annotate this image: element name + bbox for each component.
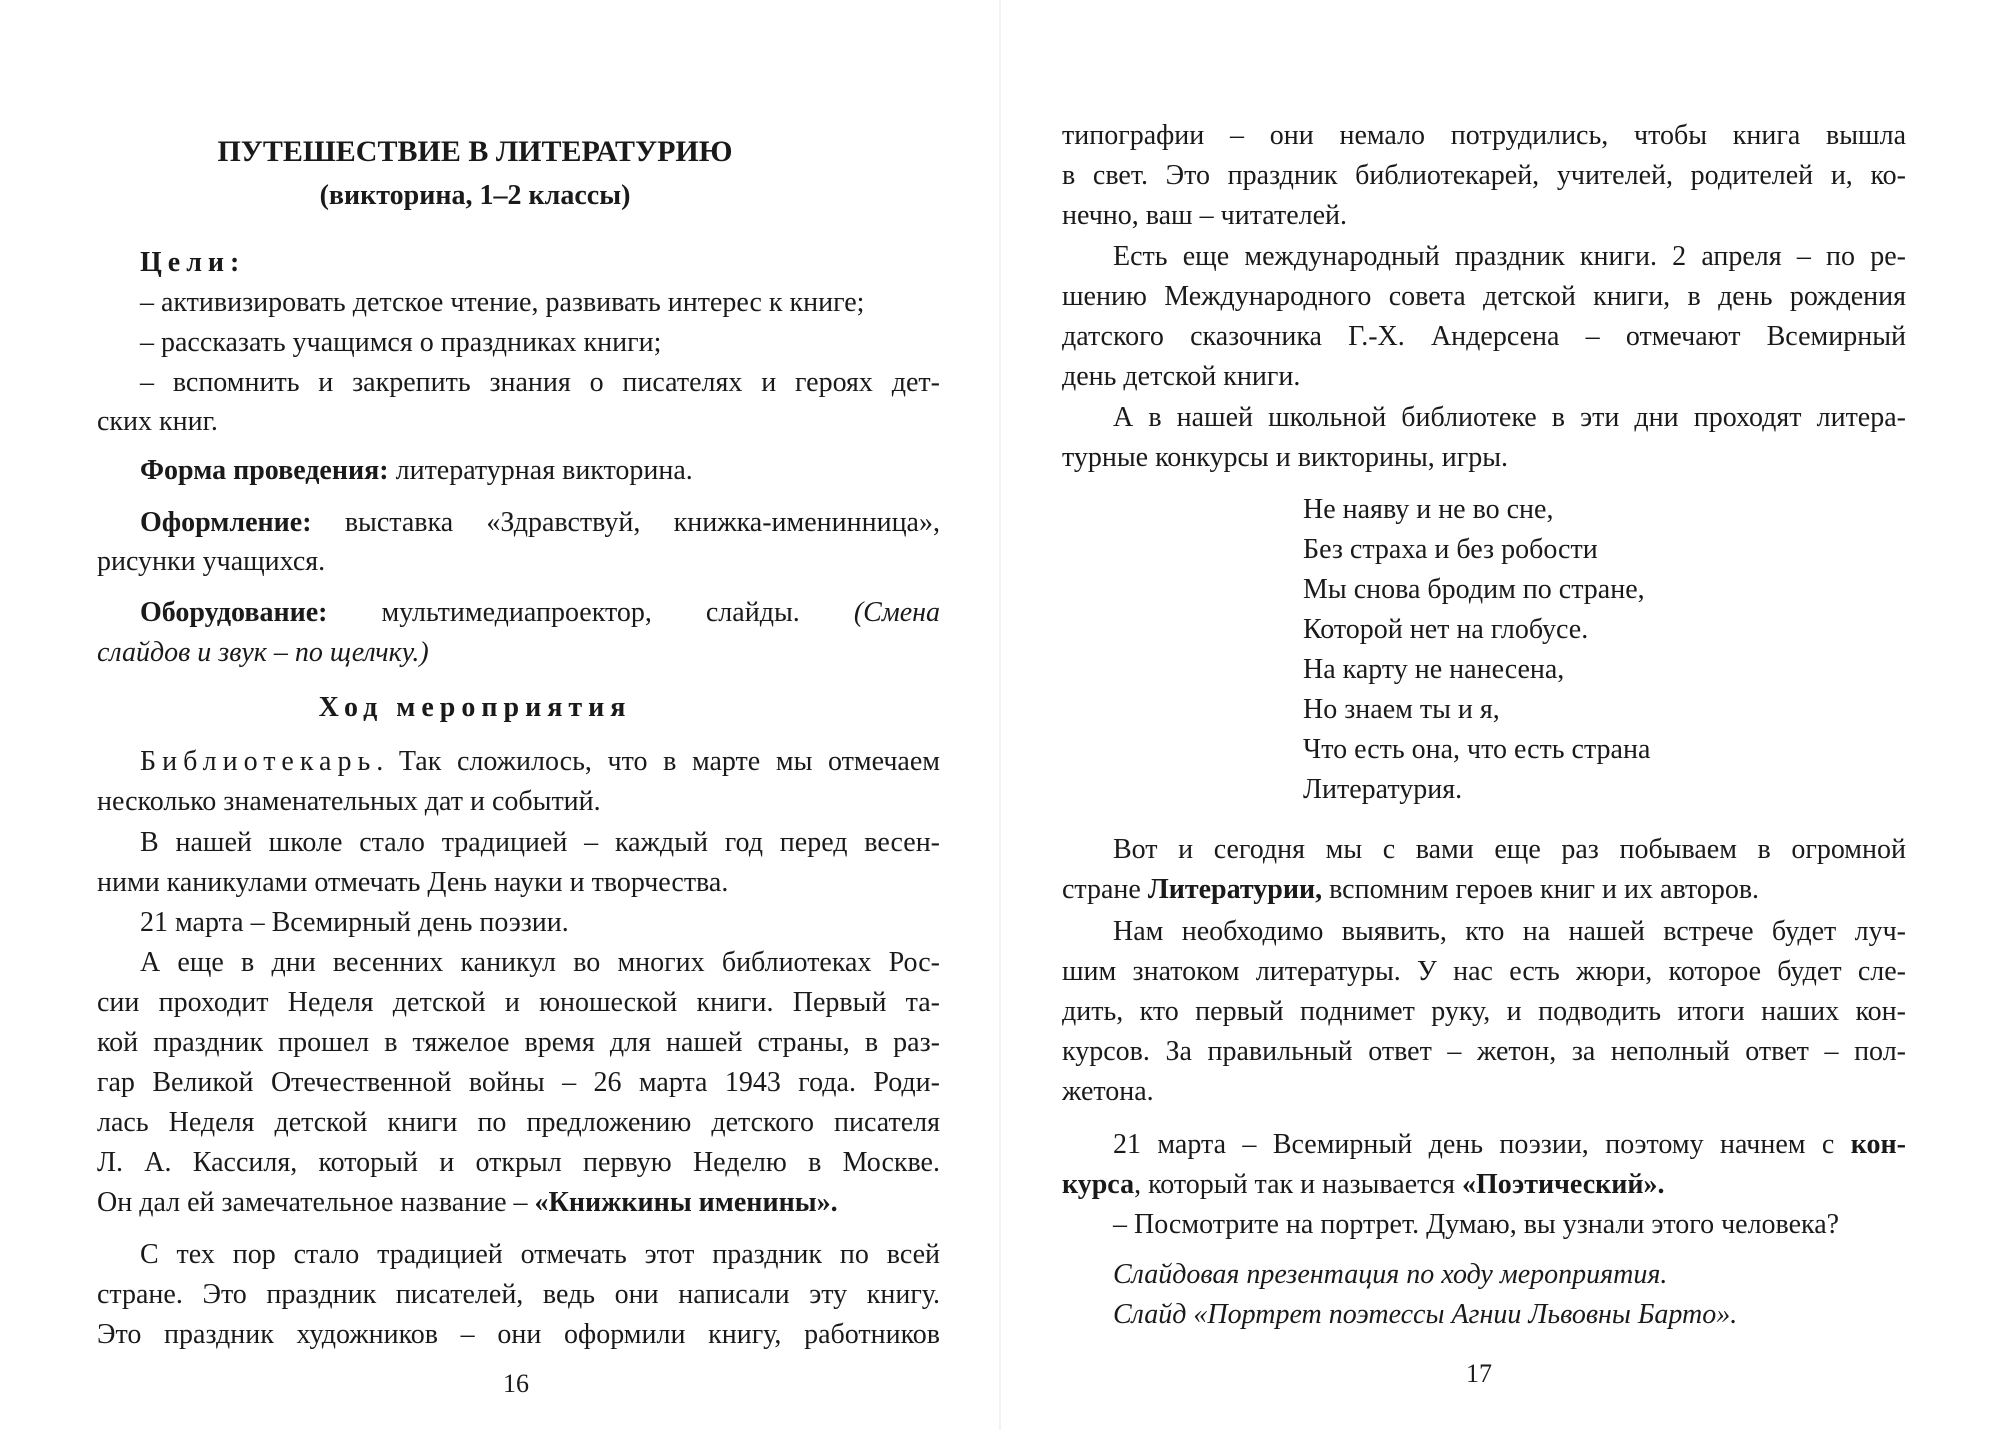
- paragraph-line: [1062, 870, 1759, 910]
- stage-note: Слайд «Портрет поэтессы Агнии Львовны Барто».: [1113, 1299, 1738, 1330]
- goal-item: – вспомнить и закрепить знания о писателях и героях дет-: [140, 367, 940, 398]
- paragraph-line: Вот и сегодня мы с вами еще раз побываем в огромной: [1113, 834, 1906, 865]
- text-span: 21 марта – Всемирный день поэзии, поэтому начнем с: [1113, 1129, 1851, 1160]
- text-span: вспомним героев книг и их авторов.: [1322, 874, 1760, 905]
- paragraph-line: Л. А. Кассиля, который и открыл первую Неделю в Москве.: [97, 1147, 940, 1178]
- paragraph-line: [1113, 1125, 1906, 1165]
- poem-line: Без страха и без робости: [1303, 534, 1598, 565]
- paragraph-line: жетона.: [1062, 1076, 1154, 1107]
- paragraph-line: гар Великой Отечественной войны – 26 марта 1943 года. Роди-: [97, 1067, 940, 1098]
- paragraph-line: С тех пор стало традицией отмечать этот праздник по всей: [140, 1239, 940, 1270]
- paragraph-line: лась Неделя детской книги по предложению детского писателя: [97, 1107, 940, 1138]
- paragraph-line: [97, 1183, 838, 1223]
- paragraph-line: А в нашей школьной библиотеке в эти дни проходят литера-: [1113, 402, 1906, 433]
- paragraph-line: Нам необходимо выявить, кто на нашей встрече будет луч-: [1113, 916, 1906, 947]
- equipment-line: [140, 593, 940, 633]
- goal-item: – рассказать учащимся о праздниках книги;: [140, 327, 662, 358]
- paragraph-line: несколько знаменательных дат и событий.: [97, 786, 601, 817]
- page-number: 16: [503, 1369, 529, 1398]
- goals-heading: Цели:: [140, 247, 246, 278]
- course-heading: Ход мероприятия: [318, 692, 632, 723]
- page-title: ПУТЕШЕСТВИЕ В ЛИТЕРАТУРИЮ: [217, 135, 733, 168]
- paragraph-line: [140, 742, 940, 782]
- paragraph-line: стране. Это праздник писателей, ведь они написали эту книгу.: [97, 1279, 940, 1310]
- text-span: , который так и называется: [1134, 1169, 1463, 1200]
- country-name: Литературии,: [1147, 874, 1323, 905]
- speaker-text: . Так сложилось, что в марте мы отмечаем: [376, 746, 940, 777]
- paragraph-line: [1062, 1165, 1665, 1205]
- paragraph-line: 21 марта – Всемирный день поэзии.: [140, 907, 569, 938]
- paragraph-line: в свет. Это праздник библиотекарей, учителей, родителей и, ко-: [1062, 160, 1906, 191]
- paragraph-line: ними каникулами отмечать День науки и творчества.: [97, 867, 729, 898]
- paragraph-line: сии проходит Неделя детской и юношеской книги. Первый та-: [97, 987, 940, 1018]
- contest-word: кон-: [1850, 1129, 1906, 1160]
- poem-line: Мы снова бродим по стране,: [1303, 574, 1645, 605]
- goal-item: ских книг.: [97, 406, 218, 437]
- design-text: выставка «Здравствуй, книжка-именинница»,: [311, 507, 940, 538]
- poem-line: На карту не нанесена,: [1303, 654, 1565, 685]
- paragraph-line: день детской книги.: [1062, 361, 1301, 392]
- paragraph-line: – Посмотрите на портрет. Думаю, вы узнали этого человека?: [1113, 1209, 1840, 1240]
- book-name: «Книжкины именины».: [534, 1187, 838, 1218]
- stage-note: Слайдовая презентация по ходу мероприятия.: [1113, 1259, 1668, 1290]
- page-number: 17: [1466, 1359, 1492, 1388]
- form-label: Форма проведения:: [140, 455, 389, 486]
- equipment-note-cont: слайдов и звук – по щелчку.): [97, 637, 429, 668]
- paragraph-line: дить, кто первый поднимет руку, и подводить итоги наших кон-: [1062, 996, 1906, 1027]
- poem-line: Что есть она, что есть страна: [1303, 734, 1651, 765]
- paragraph-line: В нашей школе стало традицией – каждый год перед весен-: [140, 827, 940, 858]
- text-span: стране: [1062, 874, 1148, 905]
- form-text: литературная викторина.: [388, 455, 693, 486]
- poem-line: Которой нет на глобусе.: [1303, 614, 1589, 645]
- paragraph-line: турные конкурсы и викторины, игры.: [1062, 442, 1509, 473]
- poem-line: Не наяву и не во сне,: [1303, 494, 1554, 525]
- book-name-intro: Он дал ей замечательное название –: [97, 1187, 535, 1218]
- contest-name: «Поэтический».: [1462, 1169, 1665, 1200]
- paragraph-line: А еще в дни весенних каникул во многих библиотеках Рос-: [140, 947, 940, 978]
- paragraph-line: Это праздник художников – они оформили книгу, работников: [97, 1319, 940, 1350]
- poem-line: Но знаем ты и я,: [1303, 694, 1500, 725]
- equipment-text: мультимедиапроектор, слайды.: [327, 597, 800, 628]
- design-text-cont: рисунки учащихся.: [97, 546, 326, 577]
- paragraph-line: кой праздник прошел в тяжелое время для нашей страны, в раз-: [97, 1027, 940, 1058]
- page-subtitle: (викторина, 1–2 классы): [319, 180, 631, 211]
- paragraph-line: курсов. За правильный ответ – жетон, за неполный ответ – пол-: [1062, 1036, 1906, 1067]
- paragraph-line: нечно, ваш – читателей.: [1062, 200, 1348, 231]
- form-line: [140, 451, 693, 491]
- paragraph-line: Есть еще международный праздник книги. 2 апреля – по ре-: [1113, 241, 1906, 272]
- equipment-note: (Смена: [853, 597, 941, 628]
- right-page: [1000, 0, 2000, 1430]
- goal-item: – активизировать детское чтение, развивать интерес к книге;: [140, 287, 865, 318]
- poem-line: Литературия.: [1303, 774, 1463, 805]
- design-label: Оформление:: [140, 507, 312, 538]
- paragraph-line: шению Международного совета детской книги, в день рождения: [1062, 281, 1906, 312]
- design-line: [140, 503, 940, 543]
- paragraph-line: датского сказочника Г.-Х. Андерсена – отмечают Всемирный: [1062, 321, 1906, 352]
- speaker-name: Библиотекарь: [140, 746, 377, 777]
- contest-word: курса: [1062, 1169, 1135, 1200]
- equipment-label: Оборудование:: [140, 597, 328, 628]
- paragraph-line: шим знатоком литературы. У нас есть жюри, которое будет сле-: [1062, 956, 1906, 987]
- paragraph-line: типографии – они немало потрудились, чтобы книга вышла: [1062, 120, 1906, 151]
